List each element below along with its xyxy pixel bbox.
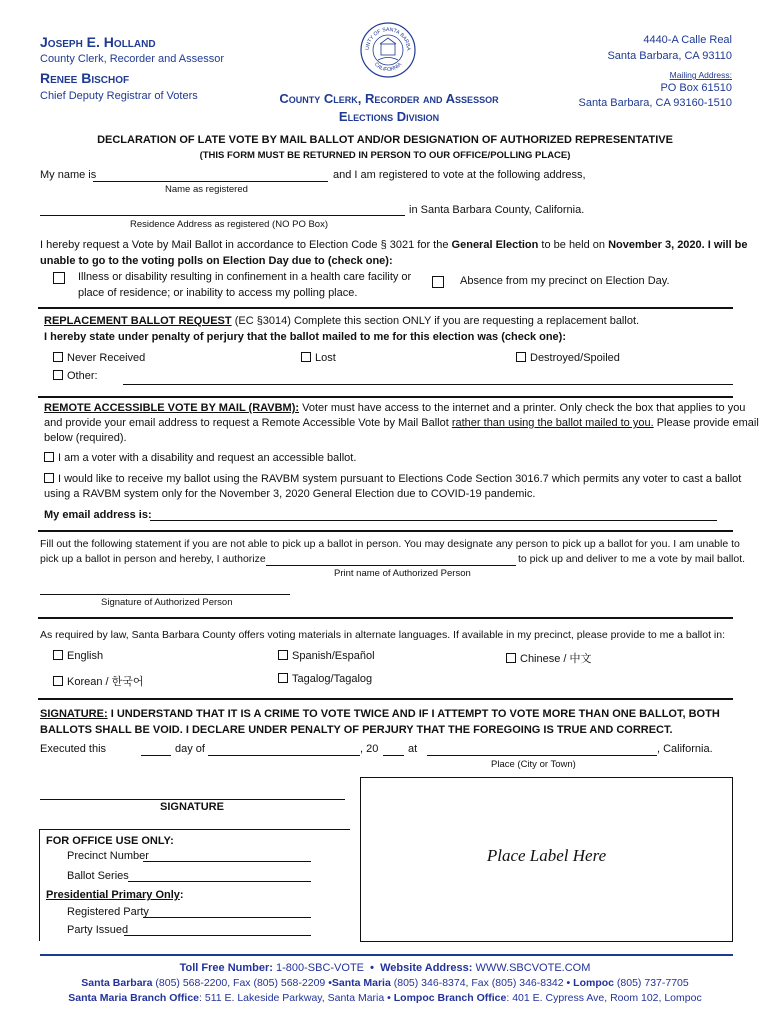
ravbm-required: below (required). [44,432,127,444]
voter-signature-field[interactable] [40,799,345,800]
chinese-option[interactable]: Chinese / 中文 [506,650,592,666]
ballot-series-field[interactable] [128,881,311,882]
footer-offices-line: Santa Barbara (805) 568-2200, Fax (805) 568-2209 •Santa Maria (805) 346-8374, Fax (805) 346-8342 • Lompoc (805) 737-7705 [81,977,689,989]
signature-caption: Signature of Authorized Person [101,597,233,608]
korean-option[interactable]: Korean / 한국어 [53,673,144,689]
authorized-signature-field[interactable] [40,594,290,595]
english-option[interactable]: English [53,650,103,662]
section-divider [38,698,733,700]
ballot-series-label: Ballot Series [67,870,129,882]
other-option[interactable]: Other: [53,370,98,382]
footer-branches-line: Santa Maria Branch Office: 511 E. Lakeside Parkway, Santa Maria • Lompoc Branch Office: 401 E. Cypress Ave, Room 102, Lompoc [68,992,702,1004]
presidential-primary-heading: Presidential Primary Only: [46,889,184,901]
email-field[interactable] [150,520,717,521]
disability-option[interactable]: I am a voter with a disability and request an accessible ballot. [44,452,356,464]
request-reason-prompt: unable to go to the voting polls on Election Day due to (check one): [40,255,393,267]
illness-label-2: place of residence; or inability to access my polling place. [78,287,358,299]
svg-text:CALIFORNIA [373,61,404,73]
residence-address-field[interactable] [40,215,405,216]
deputy-title: Chief Deputy Registrar of Voters [40,90,198,102]
precinct-label: Precinct Number [67,850,149,862]
day-field[interactable] [141,755,171,756]
section-divider [38,307,733,309]
label-area [360,777,733,942]
authorize-text-2: pick up a ballot in person and hereby, I authorize [40,553,266,565]
clerk-name: Joseph E. Holland [40,34,156,50]
form-subtitle: (THIS FORM MUST BE RETURNED IN PERSON TO OUR OFFICE/POLLING PLACE) [199,150,571,161]
seal-bottom-text: CALIFORNIA [372,61,404,74]
footer-divider [40,954,733,956]
mailing-city: Santa Barbara, CA 93160-1510 [578,97,732,109]
request-statement: I hereby request a Vote by Mail Ballot in accordance to Election Code § 3021 for the General Election to be held on November 3, 2020. I will be [40,239,748,251]
street-address: 4440-A Calle Real [643,34,732,46]
section-divider [38,617,733,619]
place-caption: Place (City or Town) [491,759,576,770]
authorized-person-field[interactable] [266,565,516,566]
languages-intro: As required by law, Santa Barbara County offers voting materials in alternate languages. If available in my precinct, please provide to me a ballot in: [40,629,726,641]
registered-party-field[interactable] [143,917,311,918]
section-divider [38,530,733,532]
street-city: Santa Barbara, CA 93110 [607,50,732,62]
residence-caption: Residence Address as registered (NO PO Box) [130,219,329,230]
spanish-option[interactable]: Spanish/Español [278,650,375,662]
voter-signature-caption: SIGNATURE [160,801,224,813]
tagalog-option[interactable]: Tagalog/Tagalog [278,673,372,685]
other-reason-field[interactable] [123,384,733,385]
ravbm-instructions: and provide your email address to request a Remote Accessible Vote by Mail Ballot rather than using the ballot mailed to you. Please provide email [44,417,759,429]
county-seal [360,22,416,78]
illness-checkbox[interactable] [53,272,65,287]
signature-declaration: SIGNATURE: I UNDERSTAND THAT IT IS A CRIME TO VOTE TWICE AND IF I ATTEMPT TO VOTE MORE THAN ONE BALLOT, BOTH [40,708,720,720]
clerk-title: County Clerk, Recorder and Assessor [40,53,225,65]
party-issued-field[interactable] [124,935,311,936]
year-label: , 20 [360,743,379,755]
illness-label-1: Illness or disability resulting in confinement in a health care facility or [78,271,412,283]
at-label: at [408,743,418,755]
year-field[interactable] [383,755,404,756]
seal-top-text: UNTY OF SANTA BARBA [364,26,412,51]
ravbm-heading: REMOTE ACCESSIBLE VOTE BY MAIL (RAVBM): Voter must have access to the internet and a printer. Only check the box that applies to you [44,402,746,414]
office-name: County Clerk, Recorder and Assessor [279,91,499,106]
lost-option[interactable]: Lost [301,352,336,364]
absence-label: Absence from my precinct on Election Day. [460,275,670,287]
signature-declaration-2: BALLOTS SHALL BE VOID. I DECLARE UNDER PENALTY OF PERJURY THAT THE FOREGOING IS TRUE AND CORRECT. [40,724,673,736]
mailing-label: Mailing Address: [669,70,732,80]
month-field[interactable] [208,755,360,756]
deputy-name: Renee Bischof [40,70,130,86]
day-of-label: day of [175,743,205,755]
footer-contact-line: Toll Free Number: 1-800-SBC-VOTE • Website Address: WWW.SBCVOTE.COM [179,962,591,974]
authorize-text: Fill out the following statement if you are not able to pick up a ballot in person. You may designate any person to pick up a ballot for you. I am unable to [40,538,740,550]
label-placeholder: Place Label Here [486,846,607,865]
absence-checkbox[interactable] [432,276,444,291]
replacement-heading: REPLACEMENT BALLOT REQUEST (EC §3014) Complete this section ONLY if you are requesting a replacement ballot. [44,315,640,327]
division-name: Elections Division [338,109,440,124]
registered-name-field[interactable] [93,181,328,182]
mailing-po: PO Box 61510 [660,82,732,94]
form-title: DECLARATION OF LATE VOTE BY MAIL BALLOT AND/OR DESIGNATION OF AUTHORIZED REPRESENTATIVE [97,134,673,146]
never-received-option[interactable]: Never Received [53,352,145,364]
executed-label: Executed this [40,743,107,755]
section-divider [38,396,733,398]
covid-option-cont: using a RAVBM system only for the November 3, 2020 General Election due to COVID-19 pandemic. [44,488,536,500]
office-use-heading: FOR OFFICE USE ONLY: [46,835,174,847]
party-issued-label: Party Issued [67,924,129,936]
covid-option[interactable]: I would like to receive my ballot using the RAVBM system pursuant to Elections Code Section 3016.7 which permits any voter to cast a ballot [44,473,741,485]
county-text: in Santa Barbara County, California. [409,204,585,216]
registered-text: and I am registered to vote at the following address, [333,169,586,181]
registered-party-label: Registered Party [67,906,149,918]
my-name-label: My name is [40,169,97,181]
authorize-text-3: to pick up and deliver to me a vote by mail ballot. [518,553,746,565]
replacement-statement: I hereby state under penalty of perjury that the ballot mailed to me for this election was (check one): [44,331,566,343]
destroyed-option[interactable]: Destroyed/Spoiled [516,352,620,364]
california-label: , California. [657,743,713,755]
svg-text:COUNTY OF SANTA BARBARA [360,22,411,51]
name-caption: Name as registered [165,184,248,195]
place-field[interactable] [427,755,657,756]
email-label: My email address is: [44,509,152,521]
precinct-field[interactable] [143,861,311,862]
print-name-caption: Print name of Authorized Person [334,568,471,579]
